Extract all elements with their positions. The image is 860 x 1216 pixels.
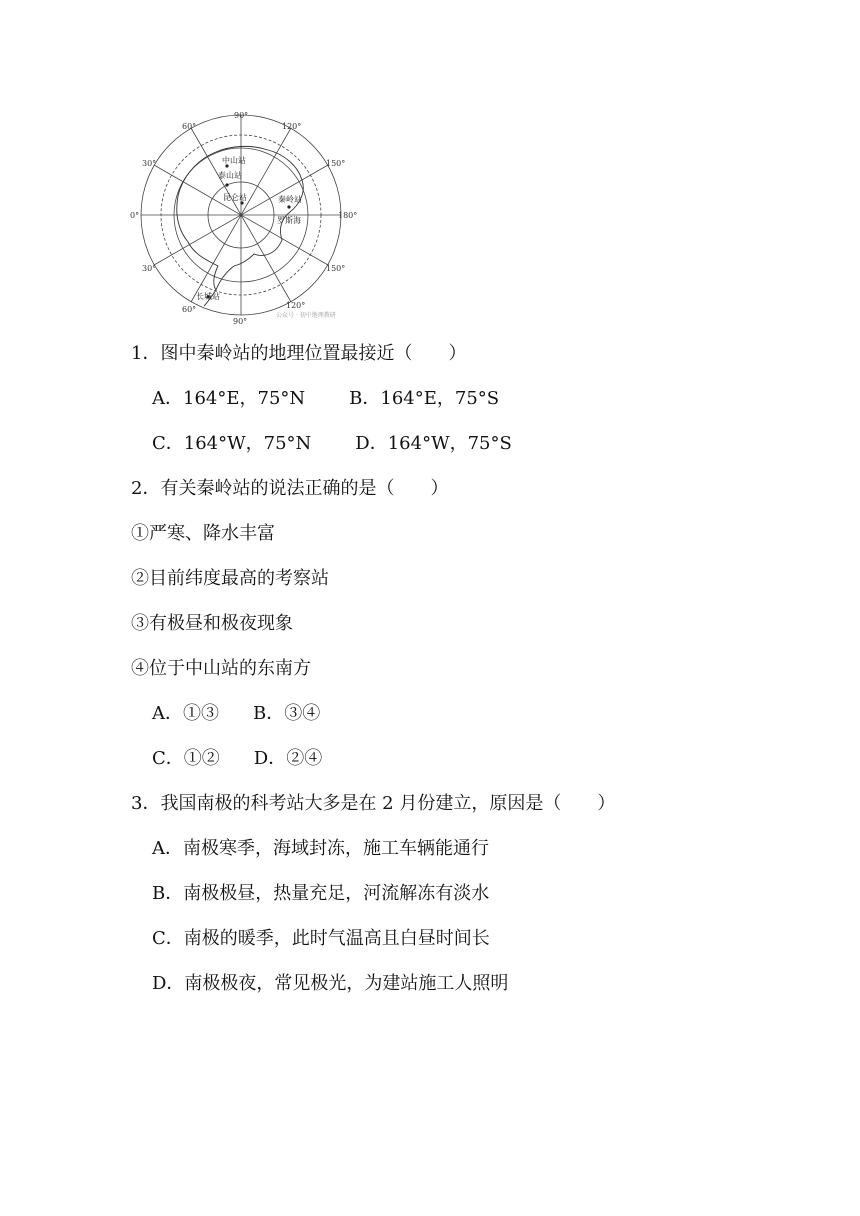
question-2-options-row-1 [152,702,320,726]
statement-1: ①严寒、降水丰富 [131,523,275,544]
taishan-marker [225,183,228,186]
lon-label: 30° [142,264,157,273]
lon-label: 30° [142,159,157,168]
question-3-stem: 3．我国南极的科考站大多是在 2 月份建立，原因是（ ） [131,793,616,814]
option-b: B．南极极昼，热量充足，河流解冻有淡水 [152,883,490,904]
lon-label: 60° [182,122,197,131]
option-b: B．③④ [253,703,321,724]
ross-sea-label: 罗斯海 [277,216,301,225]
statement-2: ②目前纬度最高的考察站 [131,568,329,589]
option-d: D．②④ [253,748,323,769]
statement-4: ④位于中山站的东南方 [131,658,311,679]
option-a: A．南极寒季，海域封冻，施工车辆能通行 [152,838,489,859]
zhongshan-label: 中山站 [222,156,246,165]
watermark: 公众号 · 初中地理教研 [276,312,336,319]
lon-label: 0° [130,211,140,220]
lon-label: 120° [286,301,306,310]
lon-label: 60° [182,305,197,314]
qinling-marker [287,205,290,208]
taishan-label: 泰山站 [218,171,242,180]
option-a: A．①③ [152,703,219,724]
option-d: D．南极极夜，常见极光，为建站施工人照明 [152,973,509,994]
statement-3: ③有极昼和极夜现象 [131,613,293,634]
question-2-stem: 2．有关秦岭站的说法正确的是（ ） [131,478,449,499]
antarctica-polar-map [130,108,360,328]
question-2-options-row-2 [152,747,322,771]
qinling-label: 秦岭站 [278,195,302,204]
option-a: A．164°E，75°N [152,388,306,409]
lon-label: 120° [282,122,302,131]
option-d: D．164°W，75°S [355,433,512,454]
lon-label: 90° [234,111,249,120]
option-c: C．164°W，75°N [152,433,312,454]
lon-label: 90° [233,317,248,326]
question-1-options-row-2 [152,432,512,456]
option-b: B．164°E，75°S [349,388,500,409]
option-c: C．南极的暖季，此时气温高且白昼时间长 [152,928,490,949]
lon-label: 180° [338,211,358,220]
question-1-stem: 1．图中秦岭站的地理位置最接近（ ） [131,343,467,364]
lon-label: 150° [326,159,346,168]
lon-label: 150° [326,264,346,273]
kunlun-label: 昆仑站 [223,193,247,202]
question-1-options-row-1 [152,387,499,411]
changcheng-label: 长城站 [196,292,220,301]
option-c: C．①② [152,748,220,769]
